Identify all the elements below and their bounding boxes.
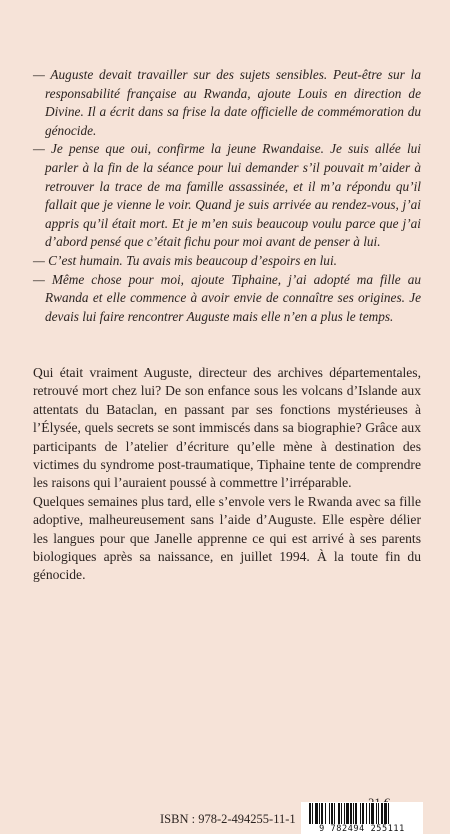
barcode xyxy=(301,802,423,834)
summary-paragraph: Quelques semaines plus tard, elle s’envole vers le Rwanda avec sa fille adoptive, malheureusement sans l’aide d’Auguste. Elle espère délier les langues pour que Janelle apprenne ce qui est arrivé à ses parents biologiques après sa naissance, en juillet 1994. À la toute fin du génocide. xyxy=(33,493,421,583)
barcode-bar xyxy=(346,803,349,825)
barcode-bar xyxy=(369,803,370,825)
barcode-bar xyxy=(334,803,335,825)
barcode-bar xyxy=(378,803,379,825)
book-excerpt xyxy=(33,66,421,326)
barcode-bar xyxy=(338,803,340,825)
book-summary xyxy=(33,364,421,585)
barcode-digits: 9 782494 255111 xyxy=(301,824,423,834)
excerpt-paragraph: — Auguste devait travailler sur des sujets sensibles. Peut-être sur la responsabilité française au Rwanda, ajoute Louis en direction de Divine. Il a écrit dans sa frise la date officielle de commémoration du génocide. xyxy=(33,67,421,138)
barcode-bar xyxy=(309,803,311,825)
excerpt-paragraph: — Même chose pour moi, ajoute Tiphaine, j’ai adopté ma fille au Rwanda et elle commence à avoir envie de connaître ses origines. Je devais lui faire rencontrer Auguste mais elle n’en a plus le temps. xyxy=(33,271,421,324)
excerpt-paragraph: — Je pense que oui, confirme la jeune Rwandaise. Je suis allée lui parler à la fin de la séance pour lui demander s’il pouvait m’aider à retrouver la trace de ma famille assassinée, et il m’a répondu qu’il fallait que je vienne le voir. Quand je suis arrivée au rendez-vous, j’ai appris qu’il était mort. Et je m’en suis beaucoup voulu parce que j’ai d’abord pensé que c’était fichu pour moi avant de penser à lui. xyxy=(33,141,421,250)
barcode-bar xyxy=(384,803,387,825)
barcode-bar xyxy=(381,803,383,825)
barcode-bar xyxy=(331,803,333,825)
barcode-bar xyxy=(312,803,313,825)
barcode-bar xyxy=(360,803,361,825)
excerpt-paragraph: — C’est humain. Tu avais mis beaucoup d’espoirs en lui. xyxy=(33,252,337,268)
barcode-bar xyxy=(355,803,357,825)
barcode-bar xyxy=(371,803,374,825)
barcode-bar xyxy=(353,803,354,825)
isbn-label: ISBN : 978-2-494255-11-1 xyxy=(160,812,296,826)
barcode-bar xyxy=(329,803,330,825)
barcode-bar xyxy=(388,803,389,825)
barcode-bar xyxy=(319,803,320,825)
barcode-bar xyxy=(315,803,318,825)
barcode-bar xyxy=(362,803,364,825)
barcode-bars-icon xyxy=(301,802,423,826)
barcode-bar xyxy=(350,803,352,825)
barcode-bar xyxy=(321,803,323,825)
barcode-bar xyxy=(376,803,377,825)
barcode-bar xyxy=(341,803,342,825)
barcode-bar xyxy=(366,803,367,825)
barcode-bar xyxy=(325,803,326,825)
summary-paragraph: Qui était vraiment Auguste, directeur des archives départementales, retrouvé mort chez lui? De son enfance sous les volcans d’Islande aux attentats du Bataclan, en passant par ses fonctions mystérieuses à l’Élysée, quels secrets se sont immiscés dans sa biographie? Grâce aux participants de l’atelier d’écriture qu’elle mène à destination des victimes du syndrome post-traumatique, Tiphaine tente de comprendre les raisons qui l’auraient poussé à commettre l’irréparable. xyxy=(33,365,421,491)
barcode-bar xyxy=(344,803,345,825)
